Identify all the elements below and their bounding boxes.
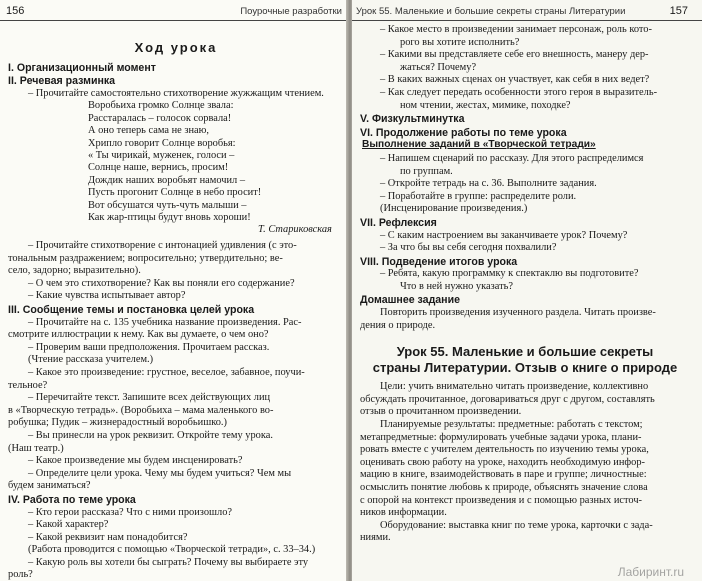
text-line: – Ребята, какую программку к спектаклю вы подготовите? [380, 268, 639, 280]
text-line: – Напишем сценарий по рассказу. Для этого распределимся [380, 152, 644, 164]
left-page [0, 0, 348, 581]
left-page-number: 156 [6, 5, 25, 17]
text-line: – Какими вы представляете себе его внешность, манеру дер- [380, 49, 649, 61]
text-line: дения о природе. [360, 319, 436, 331]
text-line: – Какое произведение мы будем инсценировать? [28, 455, 243, 467]
text-line: – Прочитайте стихотворение с интонацией удивления (с это- [28, 240, 297, 252]
section-heading: V. Физкультминутка [360, 113, 465, 126]
lesson-heading-line: Урок 55. Маленькие и большие секреты [396, 344, 654, 360]
text-line: метапредметные: формулировать учебные задачи урока, плани- [360, 431, 642, 443]
section-heading: I. Организационный момент [8, 61, 156, 74]
text-line: тональным раздражением; вопросительно; утвердительно; ве- [8, 252, 283, 264]
lesson-heading-line: страны Литературии. Отзыв о книге о природе [372, 359, 678, 375]
section-heading: VIII. Подведение итогов урока [360, 255, 518, 268]
text-line: – Определите цели урока. Чему мы будем учиться? Чем мы [28, 467, 292, 479]
left-page-content [8, 26, 344, 581]
section-heading: VII. Рефлексия [360, 216, 437, 229]
text-line: Повторить произведения изученного раздела. Читать произве- [380, 307, 656, 319]
text-line: обсуждать прочитанное, договариваться друг с другом, составлять [360, 393, 655, 405]
text-line: мацию в книге, взаимодействовать в паре и группе; личностные: [360, 469, 647, 481]
right-text-blocks-top [360, 24, 690, 332]
lesson-55-heading [360, 344, 690, 375]
left-text-blocks [8, 62, 344, 581]
text-line: Цели: учить внимательно читать произведение, коллективно [380, 381, 649, 393]
left-running-head [0, 4, 348, 21]
poem-line: Пусть прогонит Солнце в небо просит! [88, 187, 262, 199]
left-running-title: Поурочные разработки [240, 6, 342, 17]
right-page-number: 157 [669, 5, 688, 17]
text-line: – Поработайте в группе: распределите роли. [380, 190, 577, 202]
poem-line: Хрипло говорит Солнце воробья: [88, 137, 236, 149]
right-text-blocks-bottom [360, 381, 690, 545]
text-line: – За что бы вы себя сегодня похвалили? [380, 242, 557, 254]
poem-line: Вот обсушатся чуть-чуть малыши – [88, 199, 247, 211]
text-line: отзыв о прочитанном произведении. [360, 406, 522, 418]
text-line: ровать вместе с учителем деятельность по изучению темы урока, [360, 444, 649, 456]
text-line: ном чтении, жестах, мимике, походке? [400, 99, 571, 111]
section-heading: IV. Работа по теме урока [8, 493, 136, 506]
text-line: в «Творческую тетрадь». (Воробьиха – мама маленького во- [8, 404, 274, 416]
text-line: тельное? [8, 379, 48, 391]
section-heading: III. Сообщение темы и постановка целей урока [8, 304, 255, 316]
text-line: – В каких важных сценах он участвует, как себя в них ведет? [380, 74, 650, 86]
poem-line: Воробьиха громко Солнце звала: [88, 100, 234, 112]
text-line: – Какую роль вы хотели бы сыграть? Почему вы выбираете эту [28, 556, 309, 568]
text-line: ниями. [360, 532, 391, 544]
poem-line: Дождик наших воробьят намочил – [88, 174, 246, 186]
text-line: – Прочитайте на с. 135 учебника название произведения. Рас- [28, 316, 302, 328]
poem-block [8, 100, 344, 224]
text-line: (Инсценирование произведения.) [380, 203, 528, 215]
poem-author: Т. Стариковская [258, 224, 332, 236]
labirint-watermark: Лабиринт.ru [617, 565, 684, 579]
text-line: (Работа проводится с помощью «Творческой тетради», с. 33–34.) [28, 544, 316, 556]
poem-line: А оно теперь сама не знаю, [88, 125, 209, 137]
poem-line: « Ты чирикай, муженек, голоси – [88, 150, 235, 161]
poem-line: Как жар-птицы будут вновь хороши! [88, 212, 251, 224]
text-line: – С каким настроением вы заканчиваете урок? Почему? [380, 229, 628, 241]
text-line: ников информации. [360, 507, 447, 519]
text-line: с опорой на контекст произведения и с помощью разных источ- [360, 494, 643, 506]
text-line: Оборудование: выставка книг по теме урока, карточки с зада- [380, 519, 653, 531]
text-line: рого вы хотите исполнить? [400, 36, 520, 48]
text-line: – Как следует передать особенности этого героя в выразитель- [380, 86, 658, 98]
text-line: – Вы принесли на урок реквизит. Откройте тему урока. [28, 429, 273, 441]
text-line: – Прочитайте самостоятельно стихотворение жужжащим чтением. [28, 87, 324, 99]
text-line: – Кто герои рассказа? Что с ними произошло? [28, 506, 233, 518]
text-line: (Наш театр.) [8, 442, 64, 454]
text-line: – Перечитайте текст. Запишите всех действующих лиц [28, 392, 271, 404]
text-line: – Какой реквизит нам понадобится? [28, 531, 188, 543]
text-line: роль? [8, 569, 33, 581]
subsection-heading: Выполнение заданий в «Творческой тетради» [362, 139, 596, 151]
poem-line: Расстаралась – голосок сорвала! [88, 112, 232, 124]
text-line: Планируемые результаты: предметные: работать с текстом; [380, 419, 643, 431]
section-heading: VI. Продолжение работы по теме урока [360, 126, 567, 139]
text-line: робушка; Пудик – жизнерадостный воробьишко.) [8, 417, 227, 429]
text-line: – Какие чувства испытывает автор? [28, 290, 186, 302]
text-line: – Какое место в произведении занимает персонаж, роль кото- [380, 24, 652, 35]
text-line: смотрите иллюстрации к нему. Как вы думаете, о чем оно? [8, 329, 269, 341]
text-line: Что в ней нужно указать? [400, 280, 513, 292]
text-line: по группам. [400, 165, 453, 177]
text-line: – Какой характер? [28, 519, 109, 531]
right-page-content [360, 24, 690, 545]
section-heading: II. Речевая разминка [8, 75, 116, 88]
section-heading: Домашнее задание [360, 294, 460, 307]
lesson-progress-heading: Ход урока [134, 40, 218, 55]
right-running-title: Урок 55. Маленькие и большие секреты страны Литературии [356, 6, 626, 17]
text-line: – Проверим ваши предположения. Прочитаем рассказ. [28, 341, 270, 353]
text-line: жаться? Почему? [400, 61, 477, 73]
text-line: село, задорно; выразительно). [8, 265, 141, 277]
text-line: (Чтение рассказа учителем.) [28, 354, 154, 366]
text-line: – Откройте тетрадь на с. 36. Выполните задания. [380, 178, 597, 190]
right-page [352, 0, 702, 581]
right-running-head [352, 4, 702, 21]
text-line: – О чем это стихотворение? Как вы поняли его содержание? [28, 277, 295, 289]
text-line: осмыслить понятие любовь к природе, объяснять значение слова [360, 482, 648, 493]
text-line: будем заниматься? [8, 480, 91, 492]
text-line: оценивать свою работу на уроке, находить необходимую инфор- [360, 456, 646, 468]
poem-line: Солнце наше, вернись, просим! [88, 162, 229, 174]
text-line: – Какое это произведение: грустное, веселое, забавное, поучи- [28, 366, 305, 378]
